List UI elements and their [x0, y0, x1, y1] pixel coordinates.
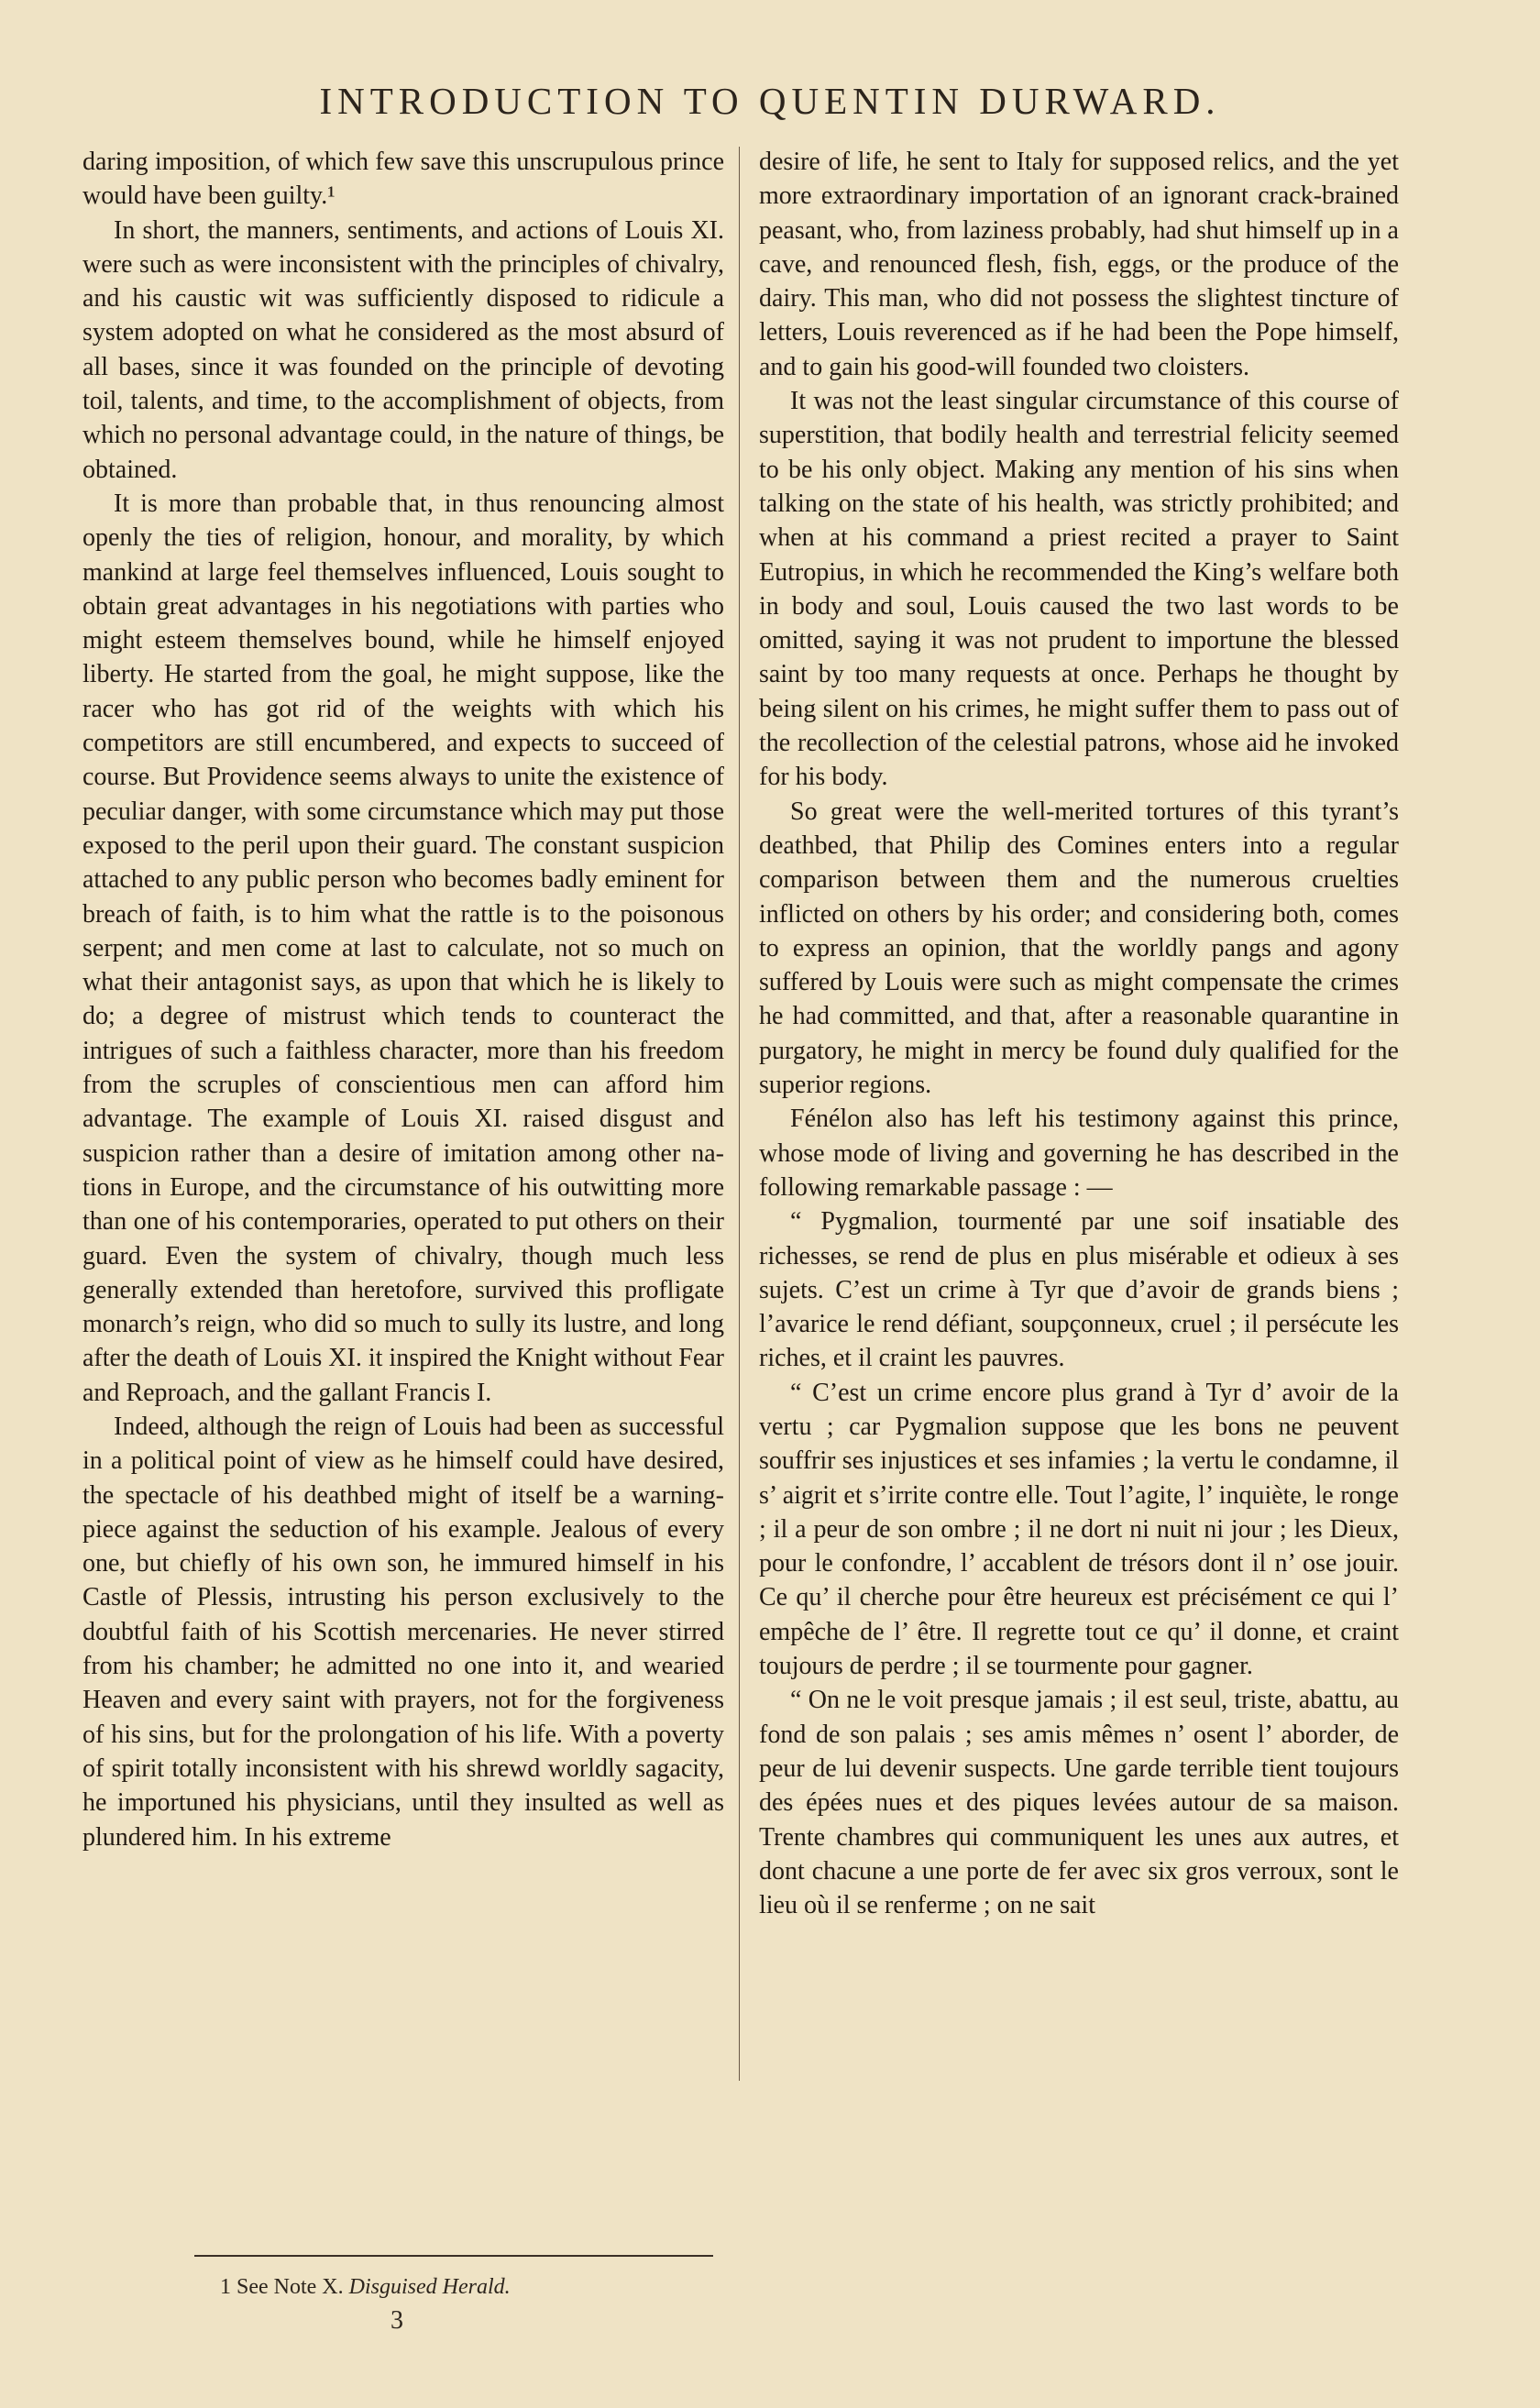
paragraph: Fénélon also has left his testimony against this prince, whose mode of living and governing he has described in the following remarkable passage : — — [759, 1105, 1399, 1202]
paragraph: “ Pygmalion, tourmenté par une soif insatiable des richesses, se rend de plus en plus misérable et odieux à ses sujets. C’est un crime à Tyr que d’avoir de grands biens ; l’avarice le rend défiant, soupçonneux, cruel ; il persécute les riches, et il craint les pauvres. — [759, 1207, 1399, 1373]
paragraph: It is more than probable that, in thus renouncing almost openly the ties of religion, honour, and morality, by which mankind at large feel themselves influenced, Louis sought to obtain great advantages in his negotiations with parties who might esteem themselves bound, while he himself enjoyed liberty. He started from the goal, he might suppose, like the racer who has got rid of the weights with which his competitors are still encumbered, and expects to succeed of course. But Providence seems always to unite the existence of peculiar danger, with some circumstance which may put those exposed to the peril upon their guard. The constant suspicion attached to any public person who becomes badly eminent for breach of faith, is to him what the rattle is to the poisonous serpent; and men come at last to calculate, not so much on what their antagonist says, as upon that which he is likely to do; a degree of mistrust which tends to counteract the intrigues of such a faithless character, more than his freedom from the scruples of conscientious men can afford him advantage. The example of Louis XI. raised disgust and suspicion rather than a desire of imitation among other nations in Europe, and the circumstance of his outwitting more than one of his contemporaries, operated to put others on their guard. Even the system of chivalry, though much less generally extended than heretofore, survived this profligate monarch’s reign, who did so much to sully its lustre, and long after the death of Louis XI. it inspired the Knight without Fear and Reproach, and the gallant Francis I. — [82, 489, 724, 1407]
page-number: 3 — [390, 2306, 403, 2335]
paragraph: “ C’est un crime encore plus grand à Tyr d’ avoir de la vertu ; car Pygmalion suppose que les bons ne peuvent souffrir ses injustices et ses infamies ; la vertu le condamne, il s’ aigrit et s’irrite contre elle. Tout l’agite, l’ inquiète, le ronge ; il a peur de son ombre ; il ne dort ni nuit ni jour ; les Dieux, pour le confondre, l’ accablent de trésors dont il n’ ose jouir. Ce qu’ il cherche pour être heureux est précisément ce qui l’ empêche de l’ être. Il regrette tout ce qu’ il donne, et craint toujours de perdre ; il se tourmente pour gagner. — [759, 1378, 1399, 1681]
paragraph: “ On ne le voit presque jamais ; il est seul, triste, abattu, au fond de son palais ; ses amis mêmes n’ osent l’ aborder, de peur de lui devenir suspects. Une garde terrible tient toujours des épées nues et des piques levées autour de sa maison. Trente chambres qui communiquent les unes aux autres, et dont chacune a une porte de fer avec six gros verroux, sont le lieu où il se renferme ; on ne sait — [759, 1686, 1399, 1920]
right-column — [759, 145, 1399, 1922]
footnote — [220, 2275, 511, 2300]
paragraph: Indeed, although the reign of Louis had been as successful in a political point of view as he himself could have desired, the spectacle of his deathbed might of itself be a warning-piece against the seduction of his example. Jealous of every one, but chiefly of his own son, he immured himself in his Castle of Plessis, intrusting his person exclusively to the doubtful faith of his Scottish mercenaries. He never stirred from his chamber; he admitted no one into it, and wearied Heaven and every saint with prayers, not for the forgiveness of his sins, but for the prolongation of his life. With a poverty of spirit totally inconsistent with his shrewd worldly sagacity, he importuned his physicians, until they insulted as well as plundered him. In his extreme — [82, 1412, 724, 1852]
column-divider — [739, 147, 740, 2081]
footnote-rule — [194, 2255, 713, 2257]
running-head: INTRODUCTION TO QUENTIN DURWARD. — [319, 80, 1221, 122]
left-column — [82, 145, 724, 1854]
paragraph: It was not the least singular circumstance of this course of superstition, that bodily health and terrestrial felicity seemed to be his only object. Making any mention of his sins when talking on the state of his health, was strictly prohibited; and when at his command a priest recited a prayer to Saint Eutropius, in which he recommended the King’s welfare both in body and soul, Louis caused the two last words to be omitted, saying it was not prudent to importune the blessed saint by too many requests at once. Perhaps he thought by being silent on his crimes, he might suffer them to pass out of the recollection of the celestial patrons, whose aid he invoked for his body. — [759, 387, 1399, 792]
paragraph: desire of life, he sent to Italy for supposed relics, and the yet more extraordinary importation of an ignorant crack-brained peasant, who, from laziness probably, had shut himself up in a cave, and renounced flesh, fish, eggs, or the produce of the dairy. This man, who did not possess the slightest tincture of letters, Louis reverenced as if he had been the Pope himself, and to gain his good-will founded two cloisters. — [759, 148, 1399, 381]
footnote-text: 1 See Note X. — [220, 2275, 349, 2299]
paragraph: So great were the well-merited tortures of this tyrant’s deathbed, that Philip des Comines enters into a regular comparison between them and the numerous cruelties inflicted on others by his order; and considering both, comes to express an opinion, that the worldly pangs and agony suffered by Louis were such as might compensate the crimes he had committed, and that, after a reasonable quarantine in purgatory, he might in mercy be found duly qualified for the superior regions. — [759, 797, 1399, 1100]
paragraph: In short, the manners, sentiments, and actions of Louis XI. were such as were inconsistent with the principles of chivalry, and his caustic wit was sufficiently disposed to ridicule a system adopted on what he considered as the most absurd of all bases, since it was founded on the principle of devoting toil, talents, and time, to the accomplishment of objects, from which no personal advantage could, in the nature of things, be obtained. — [82, 215, 724, 484]
footnote-work-title: Disguised Herald. — [348, 2275, 511, 2299]
paragraph: daring imposition, of which few save this unscrupulous prince would have been guilty.¹ — [82, 148, 724, 211]
